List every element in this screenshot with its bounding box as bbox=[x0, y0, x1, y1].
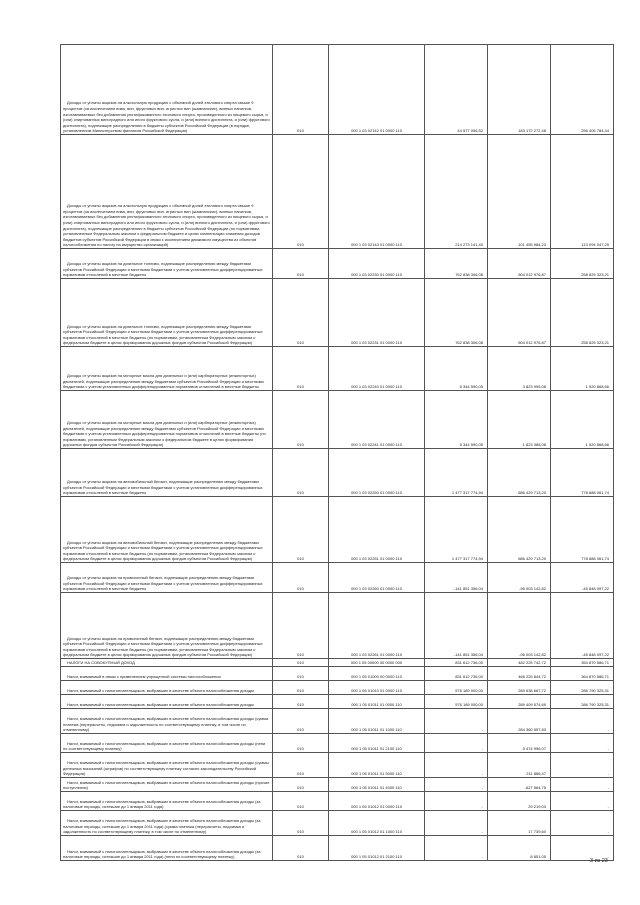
row-kbk: 000 1 05 01000 00 0000 110 bbox=[329, 667, 425, 681]
row-name: Налог, взимаемый с налогоплательщиков, выбравших в качестве объекта налогообложения доходы bbox=[61, 695, 273, 709]
row-value-2: 686 429 713,20 bbox=[488, 497, 551, 563]
row-value-1: 576 189 000,00 bbox=[425, 695, 488, 709]
row-name: Доходы от уплаты акцизов на алкогольную продукцию с объемной долей этилового спирта свыше 9 процентов (за исключением пива, вин, фруктовых вин, игристых вин (шампанских), винных напитков, изготавливаемых без добавления ректификованного этилового спирта, произведенного из пищевого сырья, и (или) спиртованных виноградного или иного фруктового сусла, и (или) винного дистиллята, и (или) фруктового дистиллята), подлежащие распределению в бюджеты субъектов Российской Федерации (по нормативам, установленным Федеральным законом о федеральном бюджете в целях компенсации снижения доходов бюджетов субъектов Российской Федерации в связи с исключением движимого имущества из объектов налогообложения по налогу на имущество организаций) bbox=[61, 135, 273, 249]
table-row bbox=[61, 593, 614, 659]
row-value-1: 831 612 736,00 bbox=[425, 667, 488, 681]
table-row bbox=[61, 695, 614, 709]
report-sheet bbox=[60, 44, 613, 861]
row-value-1: - bbox=[425, 709, 488, 734]
row-value-2: 101 455 984,23 bbox=[488, 135, 551, 249]
row-value-1: 831 612 736,00 bbox=[425, 659, 488, 667]
row-code: 010 bbox=[273, 135, 329, 249]
row-value-3: 1 520 868,66 bbox=[551, 347, 614, 391]
row-value-1: 5 344 590,05 bbox=[425, 391, 488, 449]
row-code: 010 bbox=[273, 659, 329, 667]
row-value-3: 113 094 047,25 bbox=[551, 135, 614, 249]
table-row bbox=[61, 778, 614, 792]
row-kbk: 000 1 05 01012 01 2100 110 bbox=[329, 836, 425, 861]
row-kbk: 000 1 03 02241 01 0000 110 bbox=[329, 391, 425, 449]
row-value-2: 289 409 574,69 bbox=[488, 695, 551, 709]
table-row bbox=[61, 753, 614, 778]
row-value-3: 258 825 323,21 bbox=[551, 279, 614, 347]
row-kbk: 000 1 05 00000 00 0000 000 bbox=[329, 659, 425, 667]
row-value-3: 354 870 586,71 bbox=[551, 659, 614, 667]
row-name: Налог, взимаемый с налогоплательщиков, выбравших в качестве объекта налогообложения доходы (суммы денежных взысканий (штрафов) по соответствующему платежу согласно законодательству Российской Федерации) bbox=[61, 753, 273, 778]
row-value-1: -141 851 356,04 bbox=[425, 593, 488, 659]
row-kbk: 000 1 03 02260 01 0000 110 bbox=[329, 563, 425, 593]
table-row bbox=[61, 347, 614, 391]
row-value-2: 482 225 742,72 bbox=[488, 659, 551, 667]
table-row bbox=[61, 563, 614, 593]
row-value-1: 5 344 590,05 bbox=[425, 347, 488, 391]
table-row bbox=[61, 667, 614, 681]
row-code: 010 bbox=[273, 45, 329, 135]
row-code: 010 bbox=[273, 681, 329, 695]
row-name: Доходы от уплаты акцизов на автомобильный бензин, подлежащие распределению между бюджетами субъектов Российской Федерации и местными бюджетами с учетом установленных дифференцированных нормативов отчислений в местные бюджеты bbox=[61, 449, 273, 497]
row-name: Налог, взимаемый с налогоплательщиков, выбравших в качестве объекта налогообложения доходы (сумма платежа (перерасчеты, недоимка и задолженность по соответствующему платежу, в том числе по отмененному) bbox=[61, 709, 273, 734]
table-row bbox=[61, 659, 614, 667]
table-row bbox=[61, 681, 614, 695]
row-value-1: 762 838 306,08 bbox=[425, 249, 488, 279]
table-row bbox=[61, 734, 614, 753]
table-row bbox=[61, 249, 614, 279]
table-row bbox=[61, 391, 614, 449]
row-value-3: 256 405 784,44 bbox=[551, 45, 614, 135]
row-name: Доходы от уплаты акцизов на автомобильный бензин, подлежащие распределению между бюджетами субъектов Российской Федерации и местными бюджетами с учетом установленных дифференцированных нормативов отчислений в местные бюджеты (по нормативам, установленным Федеральным законом о федеральном бюджете в целях формирования дорожных фондов субъектов Российской Федерации) bbox=[61, 497, 273, 563]
row-value-1: 44 577 056,52 bbox=[425, 45, 488, 135]
row-value-1: 576 189 000,00 bbox=[425, 681, 488, 695]
row-kbk: 000 1 05 01012 01 0000 110 bbox=[329, 792, 425, 811]
row-name: Доходы от уплаты акцизов на моторные масла для дизельных и (или) карбюраторных (инжекторных) двигателей, подлежащие распределению между бюджетами субъектов Российской Федерации и местными бюджетами с учетом установленных дифференцированных нормативов отчислений в местные бюджеты (по нормативам, установленным Федеральным законом о федеральном бюджете в целях формирования дорожных фондов субъектов Российской Федерации) bbox=[61, 391, 273, 449]
row-name: Доходы от уплаты акцизов на алкогольную продукцию с объемной долей этилового спирта свыше 9 процентов (за исключением пива, вин, фруктовых вин, игристых вин (шампанских), винных напитков, изготавливаемых без добавления ректификованного этилового спирта, произведенного из пищевого сырья, и (или) спиртованных виноградного или иного фруктового сусла, и (или) винного дистиллята, и (или) фруктового дистиллята), подлежащие распределению в бюджеты субъектов Российской Федерации (в порядке, установленном Министерством финансов Российской Федерации) bbox=[61, 45, 273, 135]
row-name: Доходы от уплаты акцизов на дизельное топливо, подлежащие распределению между бюджетами субъектов Российской Федерации и местными бюджетами с учетом установленных дифференцированных нормативов отчислений в местные бюджеты bbox=[61, 249, 273, 279]
row-kbk: 000 1 03 02143 01 0000 110 bbox=[329, 135, 425, 249]
row-value-2: 686 429 713,20 bbox=[488, 449, 551, 497]
row-value-1: - bbox=[425, 836, 488, 861]
row-code: 010 bbox=[273, 753, 329, 778]
row-value-1: 1 477 317 774,94 bbox=[425, 497, 488, 563]
row-value-2: -627 564,75 bbox=[488, 778, 551, 792]
row-value-2: 5 474 996,07 bbox=[488, 734, 551, 753]
row-value-3: 364 870 586,71 bbox=[551, 667, 614, 681]
row-value-3: -45 848 097,22 bbox=[551, 593, 614, 659]
row-kbk: 000 1 03 02251 01 0000 110 bbox=[329, 497, 425, 563]
row-kbk: 000 1 03 02240 01 0000 110 bbox=[329, 347, 425, 391]
row-value-2: 3 823 995,08 bbox=[488, 347, 551, 391]
row-value-1: 1 477 317 774,94 bbox=[425, 449, 488, 497]
table-row bbox=[61, 45, 614, 135]
row-value-1: - bbox=[425, 811, 488, 836]
row-kbk: 000 1 05 01011 01 2100 110 bbox=[329, 734, 425, 753]
row-value-2: 8 851,05 bbox=[488, 836, 551, 861]
row-value-3: 258 825 323,21 bbox=[551, 249, 614, 279]
row-value-2: 17 739,60 bbox=[488, 811, 551, 836]
row-name: Доходы от уплаты акцизов на дизельное топливо, подлежащие распределению между бюджетами субъектов Российской Федерации и местными бюджетами с учетом установленных дифференцированных нормативов отчислений в местные бюджеты (по нормативам, установленным Федеральным законом о федеральном бюджете в целях формирования дорожных фондов субъектов Российской Федерации) bbox=[61, 279, 273, 347]
row-value-2: 1 823 388,08 bbox=[488, 391, 551, 449]
row-value-3: - bbox=[551, 811, 614, 836]
row-kbk: 000 1 03 02231 01 0000 110 bbox=[329, 279, 425, 347]
row-code: 010 bbox=[273, 347, 329, 391]
row-value-2: 504 012 976,87 bbox=[488, 249, 551, 279]
row-name: Налог, взимаемый с налогоплательщиков, выбравших в качестве объекта налогообложения доходы (за налоговые периоды, истекшие до 1 января 2011 года) (пени по соответствующему платежу) bbox=[61, 836, 273, 861]
row-name: Доходы от уплаты акцизов на моторные масла для дизельных и (или) карбюраторных (инжекторных) двигателей, подлежащие распределению между бюджетами субъектов Российской Федерации и местными бюджетами с учетом установленных дифференцированных нормативов отчислений в местные бюджеты bbox=[61, 347, 273, 391]
row-value-1: - bbox=[425, 734, 488, 753]
row-name: Налог, взимаемый с налогоплательщиков, выбравших в качестве объекта налогообложения доходы (прочие поступления) bbox=[61, 778, 273, 792]
table-row bbox=[61, 279, 614, 347]
row-code: 010 bbox=[273, 449, 329, 497]
row-kbk: 000 1 05 01011 01 3000 110 bbox=[329, 753, 425, 778]
row-code: 010 bbox=[273, 667, 329, 681]
row-value-3: - bbox=[551, 709, 614, 734]
row-value-3: -45 848 097,22 bbox=[551, 563, 614, 593]
row-code: 010 bbox=[273, 497, 329, 563]
row-value-2: -96 003 142,82 bbox=[488, 593, 551, 659]
row-value-1: -141 851 356,04 bbox=[425, 563, 488, 593]
row-value-2: 284 360 557,83 bbox=[488, 709, 551, 734]
row-value-1: - bbox=[425, 753, 488, 778]
table-row bbox=[61, 497, 614, 563]
row-value-2: 211 886,47 bbox=[488, 753, 551, 778]
row-value-3: - bbox=[551, 734, 614, 753]
table-row bbox=[61, 709, 614, 734]
row-code: 010 bbox=[273, 563, 329, 593]
table-row bbox=[61, 449, 614, 497]
row-kbk: 000 1 05 01011 01 1000 110 bbox=[329, 709, 425, 734]
row-value-1: - bbox=[425, 792, 488, 811]
row-code: 010 bbox=[273, 836, 329, 861]
row-value-2: 504 012 976,87 bbox=[488, 279, 551, 347]
row-value-3: 286 790 325,31 bbox=[551, 695, 614, 709]
row-value-3: 778 888 061,74 bbox=[551, 497, 614, 563]
row-value-3: 286 790 325,31 bbox=[551, 681, 614, 695]
row-value-2: 29 219,03 bbox=[488, 792, 551, 811]
page-counter: 3 из 23 bbox=[590, 858, 608, 864]
table-row bbox=[61, 135, 614, 249]
row-name: Доходы от уплаты акцизов на прямогонный бензин, подлежащие распределению между бюджетами субъектов Российской Федерации и местными бюджетами с учетом установленных дифференцированных нормативов отчислений в местные бюджеты bbox=[61, 563, 273, 593]
row-kbk: 000 1 03 02142 01 0000 110 bbox=[329, 45, 425, 135]
row-value-3: - bbox=[551, 792, 614, 811]
table-row bbox=[61, 811, 614, 836]
row-name: Налог, взимаемый с налогоплательщиков, выбравших в качестве объекта налогообложения доходы bbox=[61, 681, 273, 695]
row-name: Налог, взимаемый с налогоплательщиков, выбравших в качестве объекта налогообложения доходы (за налоговые периоды, истекшие до 1 января 2011 года) (сумма платежа (перерасчеты, недоимка и задолженность по соответствующему платежу, в том числе по отмененному) bbox=[61, 811, 273, 836]
row-code: 010 bbox=[273, 734, 329, 753]
row-kbk: 000 1 05 01012 01 1000 110 bbox=[329, 811, 425, 836]
row-code: 010 bbox=[273, 593, 329, 659]
row-value-1: 762 838 306,08 bbox=[425, 279, 488, 347]
row-name: НАЛОГИ НА СОВОКУПНЫЙ ДОХОД bbox=[61, 659, 273, 667]
row-value-2: -96 003 142,82 bbox=[488, 563, 551, 593]
row-code: 010 bbox=[273, 792, 329, 811]
table-row bbox=[61, 836, 614, 861]
row-name: Налог, взимаемый с налогоплательщиков, выбравших в качестве объекта налогообложения доходы (пени по соответствующему платежу) bbox=[61, 734, 273, 753]
row-value-2: 289 638 667,72 bbox=[488, 681, 551, 695]
row-kbk: 000 1 03 02230 01 0000 110 bbox=[329, 249, 425, 279]
row-value-3: - bbox=[551, 778, 614, 792]
row-value-3: 778 888 061,74 bbox=[551, 449, 614, 497]
row-value-1: - bbox=[425, 778, 488, 792]
row-code: 010 bbox=[273, 695, 329, 709]
income-table bbox=[60, 44, 614, 861]
row-value-1: 214 273 141,40 bbox=[425, 135, 488, 249]
row-value-3: 1 520 868,66 bbox=[551, 391, 614, 449]
row-code: 010 bbox=[273, 249, 329, 279]
row-code: 010 bbox=[273, 811, 329, 836]
row-name: Доходы от уплаты акцизов на прямогонный бензин, подлежащие распределению между бюджетами субъектов Российской Федерации и местными бюджетами с учетом установленных дифференцированных нормативов отчислений в местные бюджеты (по нормативам, установленным Федеральным законом о федеральном бюджете в целях формирования дорожных фондов субъектов Российской Федерации) bbox=[61, 593, 273, 659]
row-kbk: 000 1 03 02261 01 0000 110 bbox=[329, 593, 425, 659]
table-row bbox=[61, 792, 614, 811]
row-value-3: - bbox=[551, 836, 614, 861]
row-code: 010 bbox=[273, 391, 329, 449]
row-kbk: 000 1 03 02250 01 0000 110 bbox=[329, 449, 425, 497]
row-kbk: 000 1 05 01011 01 4000 110 bbox=[329, 778, 425, 792]
row-value-2: 466 225 844,72 bbox=[488, 667, 551, 681]
row-code: 010 bbox=[273, 778, 329, 792]
row-code: 010 bbox=[273, 279, 329, 347]
row-code: 010 bbox=[273, 709, 329, 734]
row-name: Налог, взимаемый с налогоплательщиков, выбравших в качестве объекта налогообложения доходы (за налоговые периоды, истекшие до 1 января 2011 года) bbox=[61, 792, 273, 811]
row-kbk: 000 1 05 01010 01 0000 110 bbox=[329, 681, 425, 695]
row-value-3: - bbox=[551, 753, 614, 778]
row-name: Налог, взимаемый в связи с применением упрощенной системы налогообложения bbox=[61, 667, 273, 681]
row-kbk: 000 1 05 01011 01 0000 110 bbox=[329, 695, 425, 709]
row-value-2: 183 172 272,48 bbox=[488, 45, 551, 135]
